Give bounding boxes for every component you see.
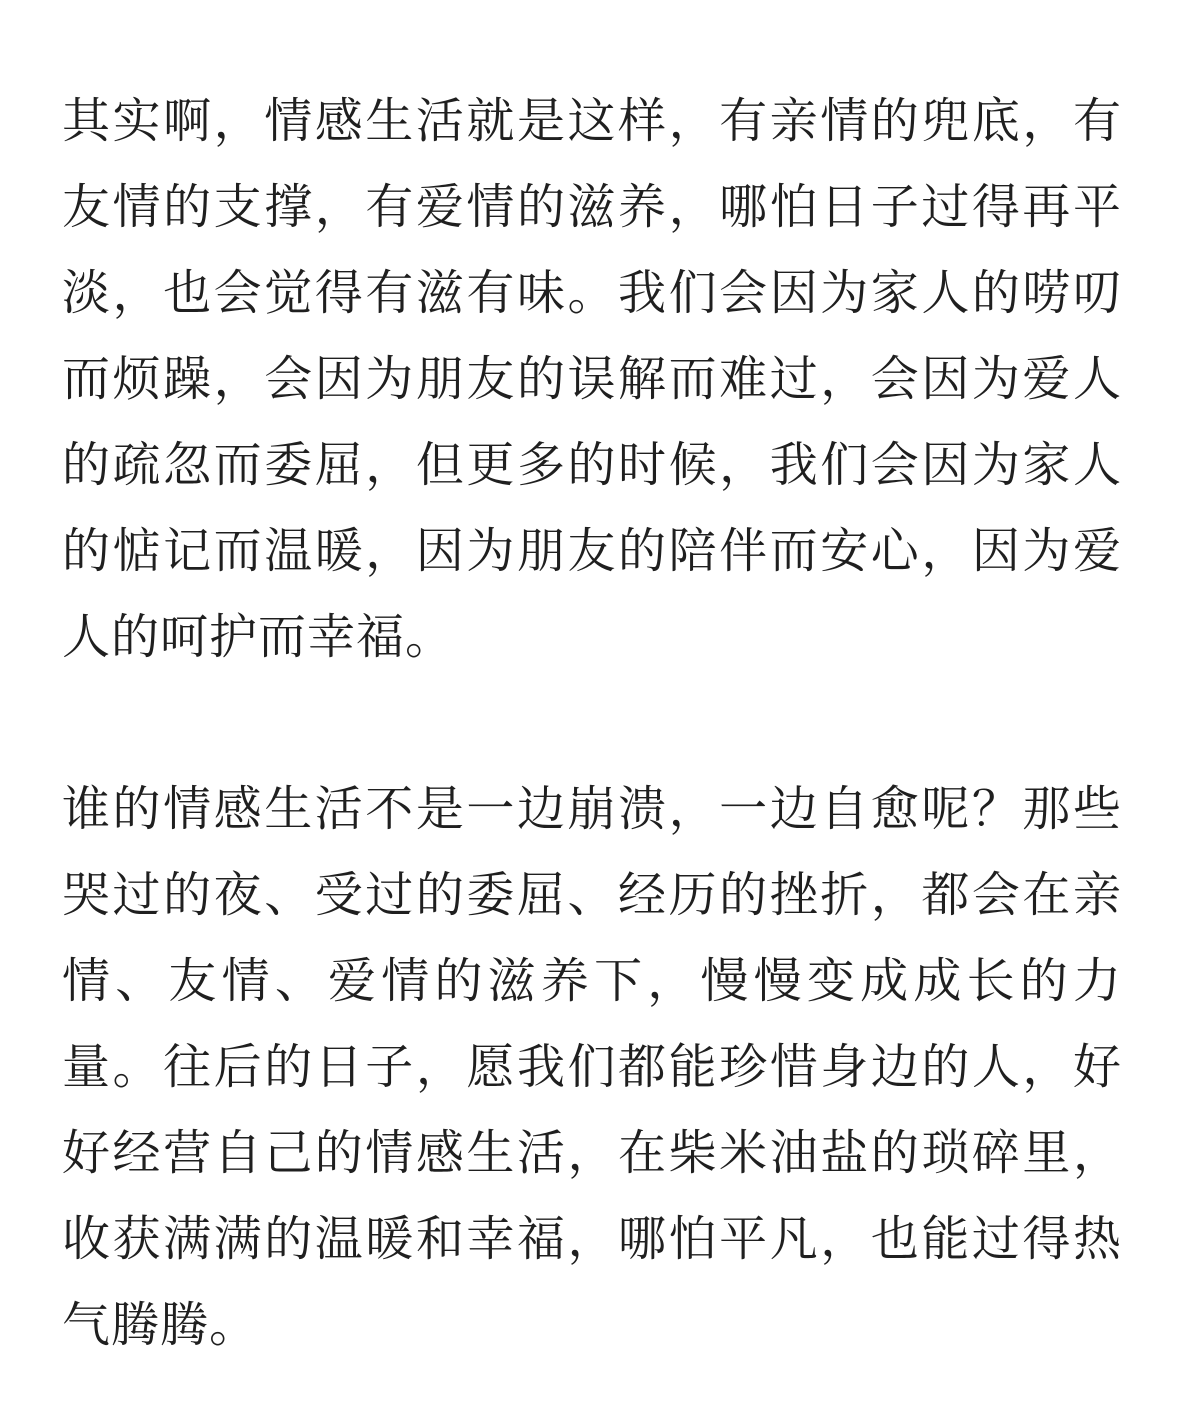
- article-paragraph-1: 其实啊，情感生活就是这样，有亲情的兜底，有友情的支撑，有爱情的滋养，哪怕日子过得再平淡，也会觉得有滋有味。我们会因为家人的唠叨而烦躁，会因为朋友的误解而难过，会因为爱人的疏忽而委屈，但更多的时候，我们会因为家人的惦记而温暖，因为朋友的陪伴而安心，因为爱人的呵护而幸福。: [62, 93, 1122, 665]
- article-body: [62, 78, 1122, 1368]
- article-paragraph-2: 谁的情感生活不是一边崩溃，一边自愈呢？那些哭过的夜、受过的委屈、经历的挫折，都会在亲情、友情、爱情的滋养下，慢慢变成成长的力量。往后的日子，愿我们都能珍惜身边的人，好好经营自己的情感生活，在柴米油盐的琐碎里，收获满满的温暖和幸福，哪怕平凡，也能过得热气腾腾。: [62, 781, 1122, 1353]
